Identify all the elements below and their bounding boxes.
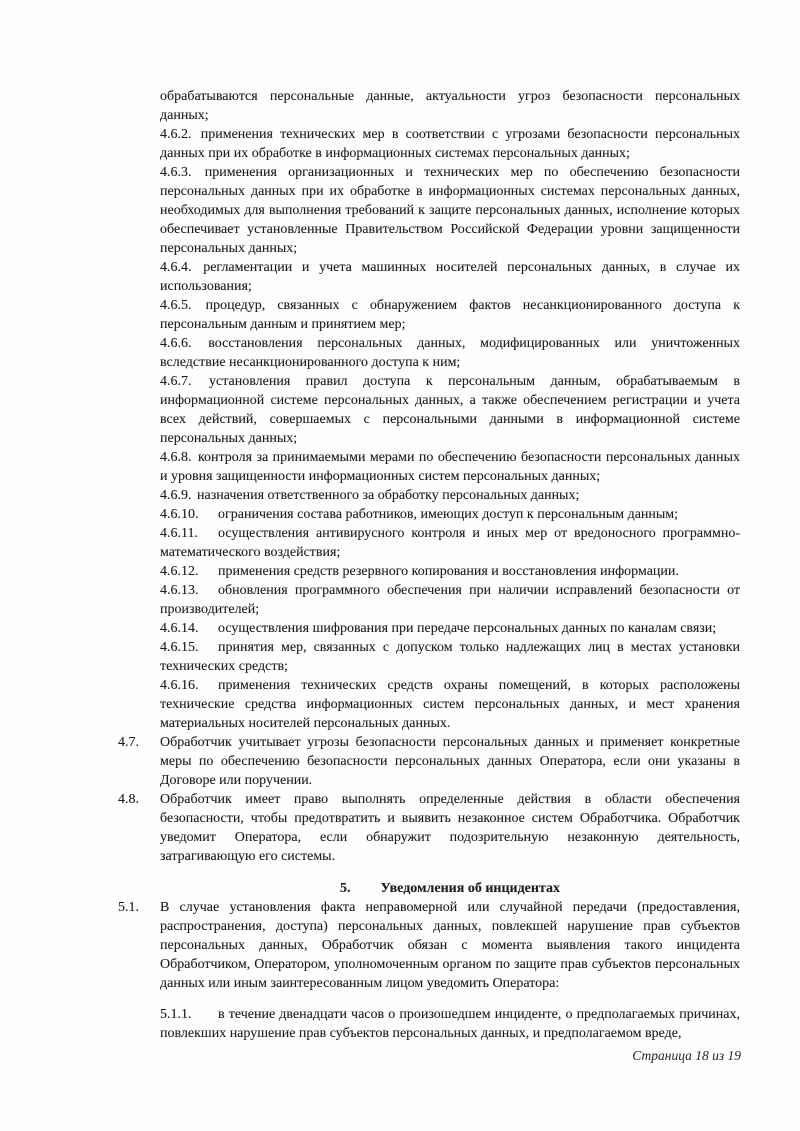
clause-4-6-16 xyxy=(160,676,740,733)
clause-4-6-3 xyxy=(160,163,740,258)
clause-number: 4.6.2. xyxy=(160,127,192,142)
clause-4-6-10 xyxy=(160,505,740,524)
clause-4-6-2 xyxy=(160,125,740,163)
clause-number: 4.8. xyxy=(118,792,139,807)
clause-number: 5.1. xyxy=(118,900,139,915)
section-number: 5. xyxy=(339,881,351,896)
clause-number: 5.1.1. xyxy=(160,1007,192,1022)
paragraph-text: обрабатываются персональные данные, актуальности угроз безопасности персональных данных; xyxy=(160,89,740,123)
clause-4-6-15 xyxy=(160,638,740,676)
clause-text: контроля за принимаемыми мерами по обеспечению безопасности персональных данных и уровня защищенности информационных систем персональных данных; xyxy=(160,450,741,484)
clause-number: 4.6.7. xyxy=(160,374,192,389)
clause-5-1-1 xyxy=(160,1005,740,1043)
clause-number: 4.6.12. xyxy=(160,564,199,579)
clause-text: В случае установления факта неправомерной или случайной передачи (предоставления, распространения, доступа) персональных данных, повлекшей нарушение прав субъектов персональных данных, Обработчик обязан с момента выявления такого инцидента Обработчиком, Оператором, уполномоченным органом по защите прав субъектов персональных данных или иным заинтересованным лицом уведомить Оператора: xyxy=(160,900,740,991)
clause-text: назначения ответственного за обработку персональных данных; xyxy=(197,488,580,503)
clause-4-6-11 xyxy=(160,524,740,562)
clause-number: 4.6.16. xyxy=(160,678,199,693)
clause-text: процедур, связанных с обнаружением фактов несанкционированного доступа к персональным данным и принятием мер; xyxy=(160,298,740,332)
section-title: Уведомления об инцидентах xyxy=(380,881,561,896)
clause-5-1 xyxy=(118,898,740,993)
clause-text: регламентации и учета машинных носителей персональных данных, в случае их использования; xyxy=(160,260,740,294)
clause-text: осуществления шифрования при передаче персональных данных по каналам связи; xyxy=(218,621,717,636)
clause-text: Обработчик имеет право выполнять определенные действия в области обеспечения безопасности, чтобы предотвратить и выявить незаконное систем Обработчика. Обработчик уведомит Оператора, если обнаружит подозрительную незаконную деятельность, затрагивающую его системы. xyxy=(160,792,740,864)
clause-text: применения технических средств охраны помещений, в которых расположены технические средства информационных систем персональных данных, и мест хранения материальных носителей персональных данных. xyxy=(160,678,740,731)
clause-4-7 xyxy=(118,733,740,790)
document-text-block xyxy=(118,87,740,1043)
clause-4-6-5 xyxy=(160,296,740,334)
clause-text: восстановления персональных данных, модифицированных или уничтоженных вследствие несанкционированного доступа к ним; xyxy=(160,336,740,370)
clause-4-8 xyxy=(118,790,740,866)
section-5-heading xyxy=(160,879,740,898)
clause-text: обновления программного обеспечения при наличии исправлений безопасности от производителей; xyxy=(160,583,740,617)
clause-text: принятия мер, связанных с допуском только надлежащих лиц в местах установки технических средств; xyxy=(160,640,740,674)
clause-number: 4.6.3. xyxy=(160,165,192,180)
clause-text: установления правил доступа к персональным данным, обрабатываемым в информационной системе персональных данных, а также обеспечением регистрации и учета всех действий, совершаемых с персональными данными в информационной системе персональных данных; xyxy=(160,374,741,446)
clause-number: 4.6.8. xyxy=(160,450,192,465)
clause-number: 4.6.11. xyxy=(160,526,198,541)
clause-number: 4.6.15. xyxy=(160,640,199,655)
clause-number: 4.7. xyxy=(118,735,139,750)
page-number-footer: Страница 18 из 19 xyxy=(632,1048,741,1063)
clause-text: Обработчик учитывает угрозы безопасности персональных данных и применяет конкретные меры по обеспечению безопасности персональных данных Оператора, если они указаны в Договоре или поручении. xyxy=(160,735,740,788)
clause-number: 4.6.13. xyxy=(160,583,199,598)
clause-number: 4.6.14. xyxy=(160,621,199,636)
clause-4-6-7 xyxy=(160,372,740,448)
clause-text: применения средств резервного копирования и восстановления информации. xyxy=(218,564,679,579)
clause-4-6-8 xyxy=(160,448,740,486)
clause-number: 4.6.4. xyxy=(160,260,192,275)
clause-number: 4.6.10. xyxy=(160,507,199,522)
clause-text: ограничения состава работников, имеющих доступ к персональным данным; xyxy=(218,507,679,522)
clause-text: в течение двенадцати часов о произошедшем инциденте, о предполагаемых причинах, повлекших нарушение прав субъектов персональных данных, и предполагаемом вреде, xyxy=(160,1007,740,1041)
clause-number: 4.6.6. xyxy=(160,336,192,351)
clause-4-6-9 xyxy=(160,486,740,505)
clause-text: осуществления антивирусного контроля и иных мер от вредоносного программно-математического воздействия; xyxy=(160,526,740,560)
clause-4-6-13 xyxy=(160,581,740,619)
clause-4-6-6 xyxy=(160,334,740,372)
clause-text: применения организационных и технических мер по обеспечению безопасности персональных данных при их обработке в информационных системах персональных данных, необходимых для выполнения требований к защите персональных данных, исполнение которых обеспечивает установленные Правительством Российской Федерации уровни защищенности персональных данных; xyxy=(160,165,740,256)
clause-4-6-14 xyxy=(160,619,740,638)
clause-4-6-4 xyxy=(160,258,740,296)
paragraph-continuation xyxy=(160,87,740,125)
clause-text: применения технических мер в соответствии с угрозами безопасности персональных данных при их обработке в информационных системах персональных данных; xyxy=(160,127,741,161)
clause-number: 4.6.5. xyxy=(160,298,192,313)
clause-number: 4.6.9. xyxy=(160,488,192,503)
clause-4-6-12 xyxy=(160,562,740,581)
